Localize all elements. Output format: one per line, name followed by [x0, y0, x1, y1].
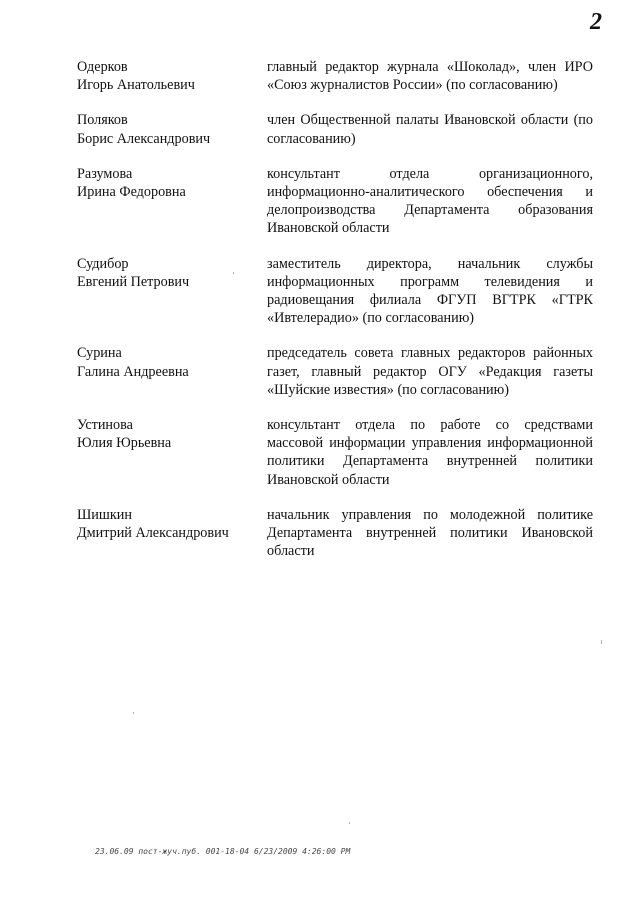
member-position: главный редактор журнала «Шоколад», член ИРО «Союз журналистов России» (по согласованию) — [267, 59, 593, 94]
member-position: заместитель директора, начальник службы информационных программ телевидения и радиовещания филиала ФГУП ВГТРК «ГТРК «Ивтелерадио» (по согласованию) — [267, 255, 593, 327]
member-surname: Шишкин — [77, 506, 132, 523]
member-entry — [77, 506, 593, 561]
member-position: начальник управления по молодежной политике Департамента внутренней политики Ивановской области — [267, 506, 593, 560]
member-position: председатель совета главных редакторов районных газет, главный редактор ОГУ «Редакция газеты «Шуйские известия» (по согласованию) — [267, 345, 593, 398]
member-position: член Общественной палаты Ивановской области (по согласованию) — [267, 112, 593, 147]
member-entry — [77, 111, 593, 147]
member-entry — [77, 165, 593, 238]
member-name — [77, 58, 267, 94]
member-given-names: Ирина Федоровна — [77, 184, 186, 201]
scan-speck — [233, 272, 234, 274]
member-name — [77, 344, 267, 380]
member-given-names: Дмитрий Александрович — [77, 525, 229, 542]
member-entry — [77, 344, 593, 399]
member-given-names: Галина Андреевна — [77, 363, 189, 380]
page-number: 2 — [590, 9, 601, 35]
member-position: консультант отдела по работе со средствами массовой информации управления информационной политики Департамента внутренней политики Ивановской области — [267, 417, 593, 488]
member-name — [77, 255, 267, 291]
member-surname: Разумова — [77, 165, 133, 182]
member-given-names: Евгений Петрович — [77, 273, 190, 290]
member-surname: Одерков — [77, 59, 128, 75]
member-position: консультант отдела организационного, информационно-аналитического обеспечения и делопроизводства Департамента образования Ивановской области — [267, 165, 593, 237]
scan-speck — [601, 640, 602, 644]
member-name — [77, 111, 267, 147]
member-given-names: Игорь Анатольевич — [77, 77, 195, 94]
member-surname: Поляков — [77, 112, 128, 129]
member-name — [77, 506, 267, 542]
document-footer: 23.06.09 пост-жуч.пуб. 001-18-04 6/23/2009 4:26:00 PM — [95, 847, 351, 856]
member-name — [77, 165, 267, 201]
member-given-names: Юлия Юрьевна — [77, 435, 172, 452]
member-surname: Сурина — [77, 345, 122, 362]
member-entry — [77, 58, 593, 94]
member-list — [77, 58, 593, 560]
member-entry — [77, 416, 593, 489]
member-surname: Устинова — [77, 417, 133, 434]
member-name — [77, 416, 267, 452]
scan-speck — [349, 822, 350, 824]
member-entry — [77, 255, 593, 328]
scan-speck — [133, 712, 134, 714]
member-surname: Судибор — [77, 255, 129, 272]
member-given-names: Борис Александрович — [77, 130, 211, 147]
